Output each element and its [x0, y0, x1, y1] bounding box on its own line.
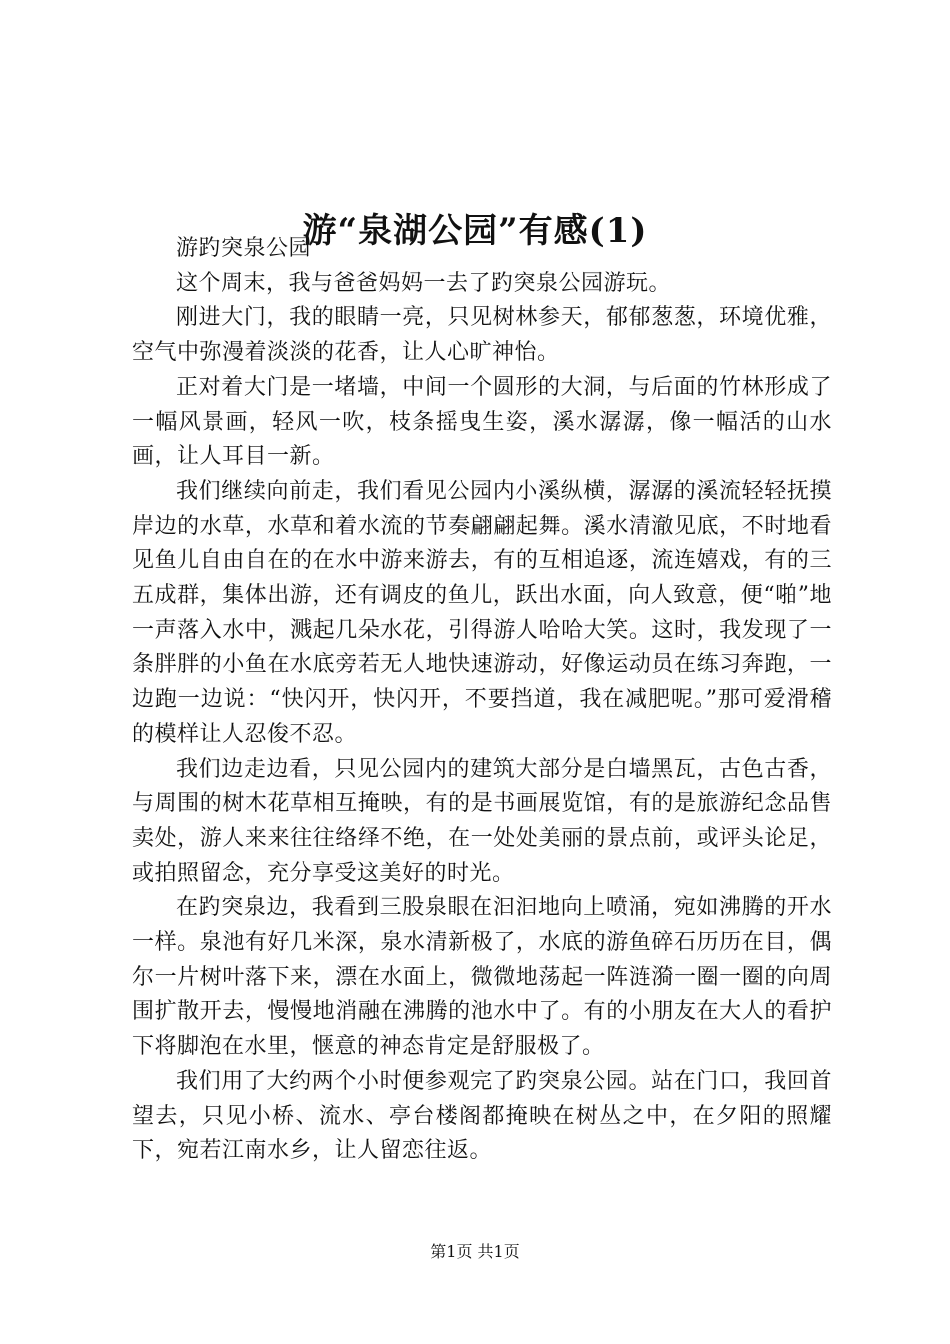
paragraph: 我们边走边看，只见公园内的建筑大部分是白墙黑瓦，古色古香，与周围的树木花草相互掩映，有的是书画展览馆，有的是旅游纪念品售卖处，游人来来往往络绎不绝，在一处处美丽的景点前，或评头论足，或拍照留念，充分享受这美好的时光。 — [132, 756, 832, 886]
paragraph-subtitle: 游趵突泉公园 — [176, 236, 312, 261]
document-body — [132, 232, 832, 1169]
paragraph: 这个周末，我与爸爸妈妈一去了趵突泉公园游玩。 — [176, 270, 672, 296]
paragraph: 我们继续向前走，我们看见公园内小溪纵横，潺潺的溪流轻轻抚摸岸边的水草，水草和着水流的节奏翩翩起舞。溪水清澈见底，不时地看见鱼儿自由自在的在水中游来游去，有的互相追逐，流连嬉戏，有的三五成群，集体出游，还有调皮的鱼儿，跃出水面，向人致意，便“啪”地一声落入水中，溅起几朵水花，引得游人哈哈大笑。这时，我发现了一条胖胖的小鱼在水底旁若无人地快速游动，好像运动员在练习奔跑，一边跑一边说：“快闪开，快闪开，不要挡道，我在减肥呢。”那可爱滑稽的模样让人忍俊不忍。 — [132, 478, 832, 747]
document-title: 游“泉湖公园”有感(1) — [302, 210, 648, 251]
paragraph: 在趵突泉边，我看到三股泉眼在汩汩地向上喷涌，宛如沸腾的开水一样。泉池有好几米深，泉水清新极了，水底的游鱼碎石历历在目，偶尔一片树叶落下来，漂在水面上，微微地荡起一阵涟漪一圈一圈的向周围扩散开去，慢慢地消融在沸腾的池水中了。有的小朋友在大人的看护下将脚泡在水里，惬意的神态肯定是舒服极了。 — [132, 895, 832, 1060]
page-footer: 第1页 共1页 — [430, 1242, 520, 1261]
paragraph: 正对着大门是一堵墙，中间一个圆形的大洞，与后面的竹林形成了一幅风景画，轻风一吹，枝条摇曳生姿，溪水潺潺，像一幅活的山水画，让人耳目一新。 — [132, 374, 832, 470]
paragraph: 我们用了大约两个小时便参观完了趵突泉公园。站在门口，我回首望去，只见小桥、流水、亭台楼阁都掩映在树丛之中，在夕阳的照耀下，宛若江南水乡，让人留恋往返。 — [132, 1068, 832, 1164]
paragraph: 刚进大门，我的眼睛一亮，只见树林参天，郁郁葱葱，环境优雅，空气中弥漫着淡淡的花香，让人心旷神怡。 — [132, 305, 832, 366]
